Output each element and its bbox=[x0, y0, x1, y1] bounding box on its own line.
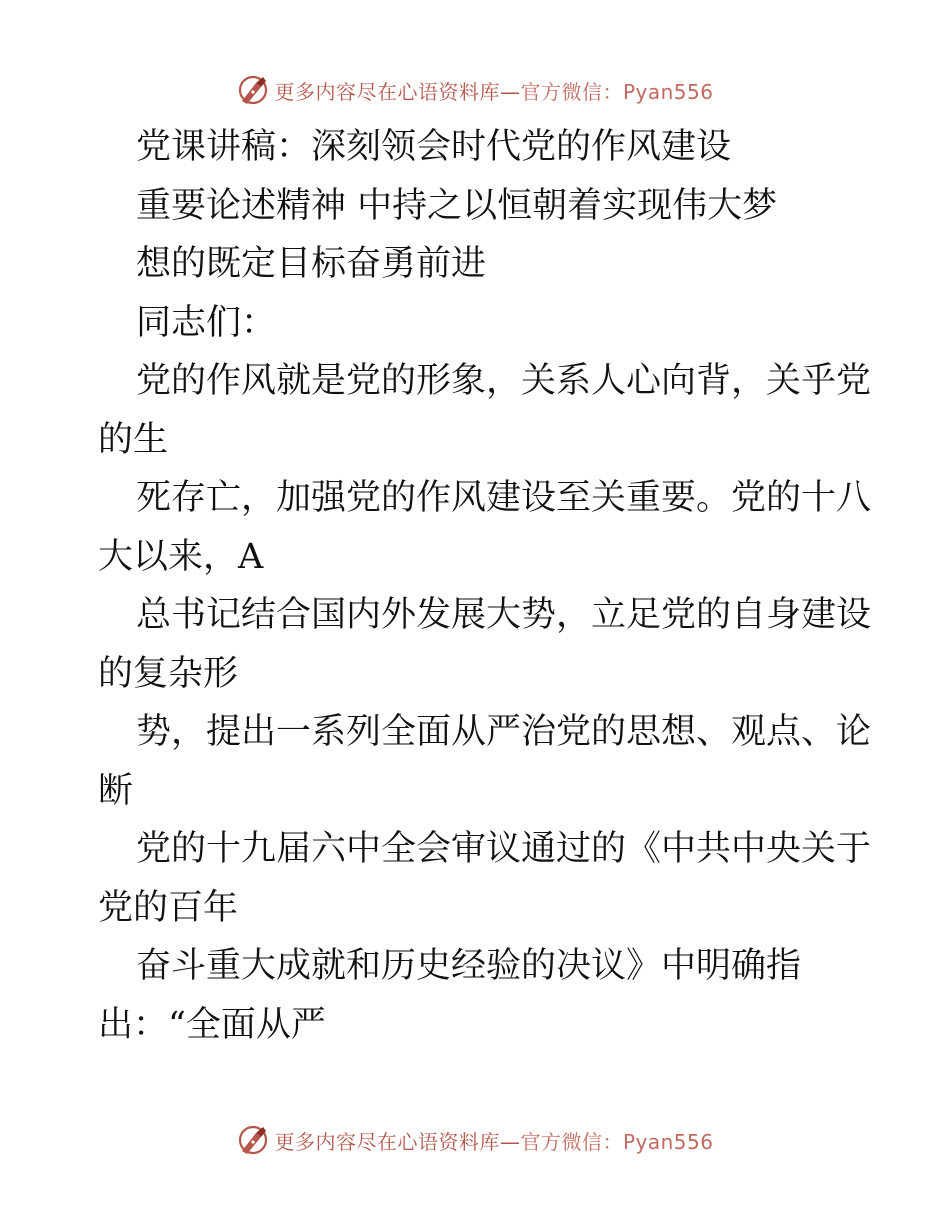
watermark-site: 更多内容尽在心语资料库 bbox=[274, 79, 500, 104]
header-watermark-banner bbox=[0, 70, 950, 110]
paragraph-line: 党的百年 bbox=[98, 887, 239, 928]
paragraph-line: 党的作风就是党的形象，关系人心向背，关乎党 bbox=[136, 361, 872, 401]
paragraph-line: 奋斗重大成就和历史经验的决议》中明确指 bbox=[136, 946, 802, 986]
watermark-wechat: 官方微信：Pyan556 bbox=[520, 79, 714, 104]
title-line-3: 想的既定目标奋勇前进 bbox=[136, 244, 487, 284]
watermark-separator: — bbox=[499, 79, 521, 104]
paragraph-line: 大以来，A bbox=[98, 536, 264, 577]
pen-nib-circle-icon bbox=[236, 73, 270, 107]
footer-watermark-banner bbox=[0, 1120, 950, 1160]
watermark-separator: — bbox=[499, 1129, 521, 1154]
paragraph-line: 势，提出一系列全面从严治党的思想、观点、论 bbox=[136, 712, 872, 752]
paragraph-line: 的复杂形 bbox=[98, 653, 239, 694]
title-line-1: 党课讲稿：深刻领会时代党的作风建设 bbox=[136, 127, 732, 167]
paragraph-line: 的生 bbox=[98, 419, 169, 460]
watermark-text bbox=[274, 76, 713, 105]
pen-nib-circle-icon bbox=[236, 1123, 270, 1157]
paragraph-line: 总书记结合国内外发展大势，立足党的自身建设 bbox=[136, 595, 872, 635]
title-line-2: 重要论述精神 中持之以恒朝着实现伟大梦 bbox=[136, 185, 778, 226]
watermark-site: 更多内容尽在心语资料库 bbox=[274, 1129, 500, 1154]
paragraph-line: 党的十九届六中全会审议通过的《中共中央关于 bbox=[136, 829, 872, 869]
salutation: 同志们： bbox=[136, 302, 277, 343]
watermark-wechat: 官方微信：Pyan556 bbox=[520, 1129, 714, 1154]
document-body bbox=[98, 118, 872, 1054]
watermark-text bbox=[274, 1126, 713, 1155]
paragraph-line: 断 bbox=[98, 770, 134, 811]
paragraph-line: 出：“全面从严 bbox=[98, 1004, 326, 1045]
paragraph-line: 死存亡，加强党的作风建设至关重要。党的十八 bbox=[136, 478, 872, 518]
